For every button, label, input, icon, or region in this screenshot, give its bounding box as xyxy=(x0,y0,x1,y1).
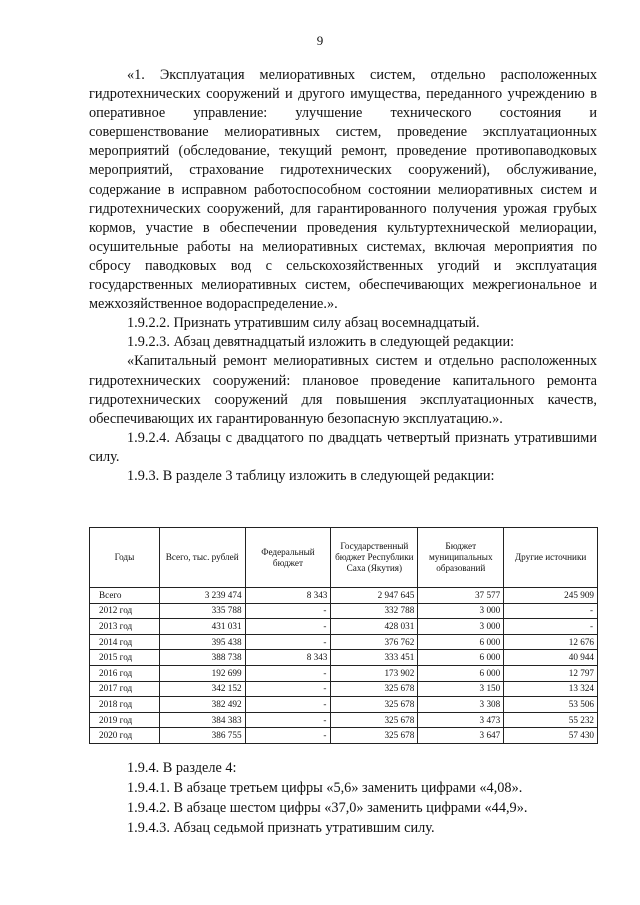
header-municipal: Бюджет муниципальных образований xyxy=(418,528,504,588)
cell-republic: 2 947 645 xyxy=(331,588,418,604)
funding-table xyxy=(89,527,598,744)
cell-municipal: 37 577 xyxy=(418,588,504,604)
cell-other: 12 797 xyxy=(504,665,598,681)
header-total: Всего, тыс. рублей xyxy=(159,528,245,588)
cell-total: 382 492 xyxy=(159,697,245,713)
cell-federal: - xyxy=(245,681,331,697)
cell-year: 2014 год xyxy=(90,634,160,650)
cell-federal: - xyxy=(245,619,331,635)
cell-total: 395 438 xyxy=(159,634,245,650)
paragraph-1-9-4-3: 1.9.4.3. Абзац седьмой признать утратившим силу. xyxy=(127,820,435,836)
cell-year: 2016 год xyxy=(90,665,160,681)
cell-year: 2019 год xyxy=(90,712,160,728)
cell-other: - xyxy=(504,603,598,619)
cell-republic: 325 678 xyxy=(331,728,418,744)
header-republic: Государственный бюджет Республики Саха (Якутия) xyxy=(331,528,418,588)
cell-republic: 333 451 xyxy=(331,650,418,666)
cell-other: 57 430 xyxy=(504,728,598,744)
paragraph-1-9-4-2: 1.9.4.2. В абзаце шестом цифры «37,0» заменить цифрами «44,9». xyxy=(127,800,528,816)
header-federal: Федеральный бюджет xyxy=(245,528,331,588)
cell-total: 431 031 xyxy=(159,619,245,635)
cell-municipal: 6 000 xyxy=(418,665,504,681)
cell-municipal: 3 000 xyxy=(418,603,504,619)
cell-total: 3 239 474 xyxy=(159,588,245,604)
table-row xyxy=(90,619,598,635)
cell-other: 40 944 xyxy=(504,650,598,666)
cell-republic: 428 031 xyxy=(331,619,418,635)
paragraph-1-9-4-1: 1.9.4.1. В абзаце третьем цифры «5,6» заменить цифрами «4,08». xyxy=(127,780,523,796)
cell-year: 2017 год xyxy=(90,681,160,697)
table-row xyxy=(90,728,598,744)
cell-federal: - xyxy=(245,697,331,713)
cell-municipal: 3 473 xyxy=(418,712,504,728)
paragraph-1-9-4: 1.9.4. В разделе 4: xyxy=(127,760,237,776)
paragraph-1-9-2-2: 1.9.2.2. Признать утратившим силу абзац восемнадцатый. xyxy=(127,315,480,332)
table-row xyxy=(90,712,598,728)
cell-republic: 173 902 xyxy=(331,665,418,681)
cell-total: 342 152 xyxy=(159,681,245,697)
table-header-row xyxy=(90,528,598,588)
table-row xyxy=(90,634,598,650)
cell-total: 386 755 xyxy=(159,728,245,744)
header-other: Другие источники xyxy=(504,528,598,588)
paragraph-1-9-3: 1.9.3. В разделе 3 таблицу изложить в следующей редакции: xyxy=(127,467,495,484)
table-row xyxy=(90,650,598,666)
cell-other: - xyxy=(504,619,598,635)
cell-total: 192 699 xyxy=(159,665,245,681)
cell-year: 2015 год xyxy=(90,650,160,666)
cell-federal: 8 343 xyxy=(245,588,331,604)
cell-federal: - xyxy=(245,603,331,619)
cell-year: Всего xyxy=(90,588,160,604)
cell-other: 13 324 xyxy=(504,681,598,697)
cell-other: 53 506 xyxy=(504,697,598,713)
amendments-section-4 xyxy=(89,758,597,838)
cell-municipal: 3 150 xyxy=(418,681,504,697)
cell-municipal: 6 000 xyxy=(418,634,504,650)
cell-total: 335 788 xyxy=(159,603,245,619)
cell-federal: - xyxy=(245,665,331,681)
cell-year: 2012 год xyxy=(90,603,160,619)
cell-year: 2013 год xyxy=(90,619,160,635)
cell-federal: - xyxy=(245,634,331,650)
cell-other: 55 232 xyxy=(504,712,598,728)
cell-republic: 325 678 xyxy=(331,697,418,713)
cell-republic: 325 678 xyxy=(331,681,418,697)
document-body xyxy=(89,66,597,486)
cell-year: 2018 год xyxy=(90,697,160,713)
cell-federal: 8 343 xyxy=(245,650,331,666)
cell-republic: 325 678 xyxy=(331,712,418,728)
cell-total: 384 383 xyxy=(159,712,245,728)
cell-other: 12 676 xyxy=(504,634,598,650)
cell-federal: - xyxy=(245,712,331,728)
cell-federal: - xyxy=(245,728,331,744)
cell-municipal: 6 000 xyxy=(418,650,504,666)
paragraph-capital-repair: «Капитальный ремонт мелиоративных систем и отдельно расположенных гидротехнических сооружений: плановое проведение капитального ремонта гидротехнических сооружений для повышения эксплуатационных качеств, обеспечивающих их гарантированную безопасную эксплуатацию.». xyxy=(89,353,597,427)
cell-year: 2020 год xyxy=(90,728,160,744)
cell-other: 245 909 xyxy=(504,588,598,604)
paragraph-clause-1: «1. Эксплуатация мелиоративных систем, отдельно расположенных гидротехнических сооружений и другого имущества, переданного учреждению в оперативное управление: улучшение технического состояния и совершенствование мелиоративных систем, проведение эксплуатационных мероприятий (обследование, текущий ремонт, проведение противопаводковых мероприятий, страхование гидротехнических сооружений), обслуживание, содержание в исправном работоспособном состоянии мелиоративных систем и гидротехнических сооружений, для гарантированного получения урожая грубых кормов, участие в обеспечении проведения культуртехнической мелиорации, осушительные работы на мелиоративных системах, включая мероприятия по сбросу паводковых вод с сельскохозяйственных угодий и эксплуатация государственных мелиоративных систем, обеспечивающих межрегиональное и межхозяйственное водораспределение.». xyxy=(89,67,597,313)
table-row xyxy=(90,665,598,681)
table-row xyxy=(90,697,598,713)
cell-municipal: 3 000 xyxy=(418,619,504,635)
table-row xyxy=(90,603,598,619)
paragraph-1-9-2-3: 1.9.2.3. Абзац девятнадцатый изложить в следующей редакции: xyxy=(127,334,515,351)
cell-republic: 376 762 xyxy=(331,634,418,650)
cell-republic: 332 788 xyxy=(331,603,418,619)
table-row xyxy=(90,588,598,604)
page-number: 9 xyxy=(316,33,324,48)
table-row xyxy=(90,681,598,697)
header-years: Годы xyxy=(90,528,160,588)
cell-municipal: 3 647 xyxy=(418,728,504,744)
paragraph-1-9-2-4: 1.9.2.4. Абзацы с двадцатого по двадцать четвертый признать утратившими силу. xyxy=(89,429,597,465)
cell-total: 388 738 xyxy=(159,650,245,666)
cell-municipal: 3 308 xyxy=(418,697,504,713)
